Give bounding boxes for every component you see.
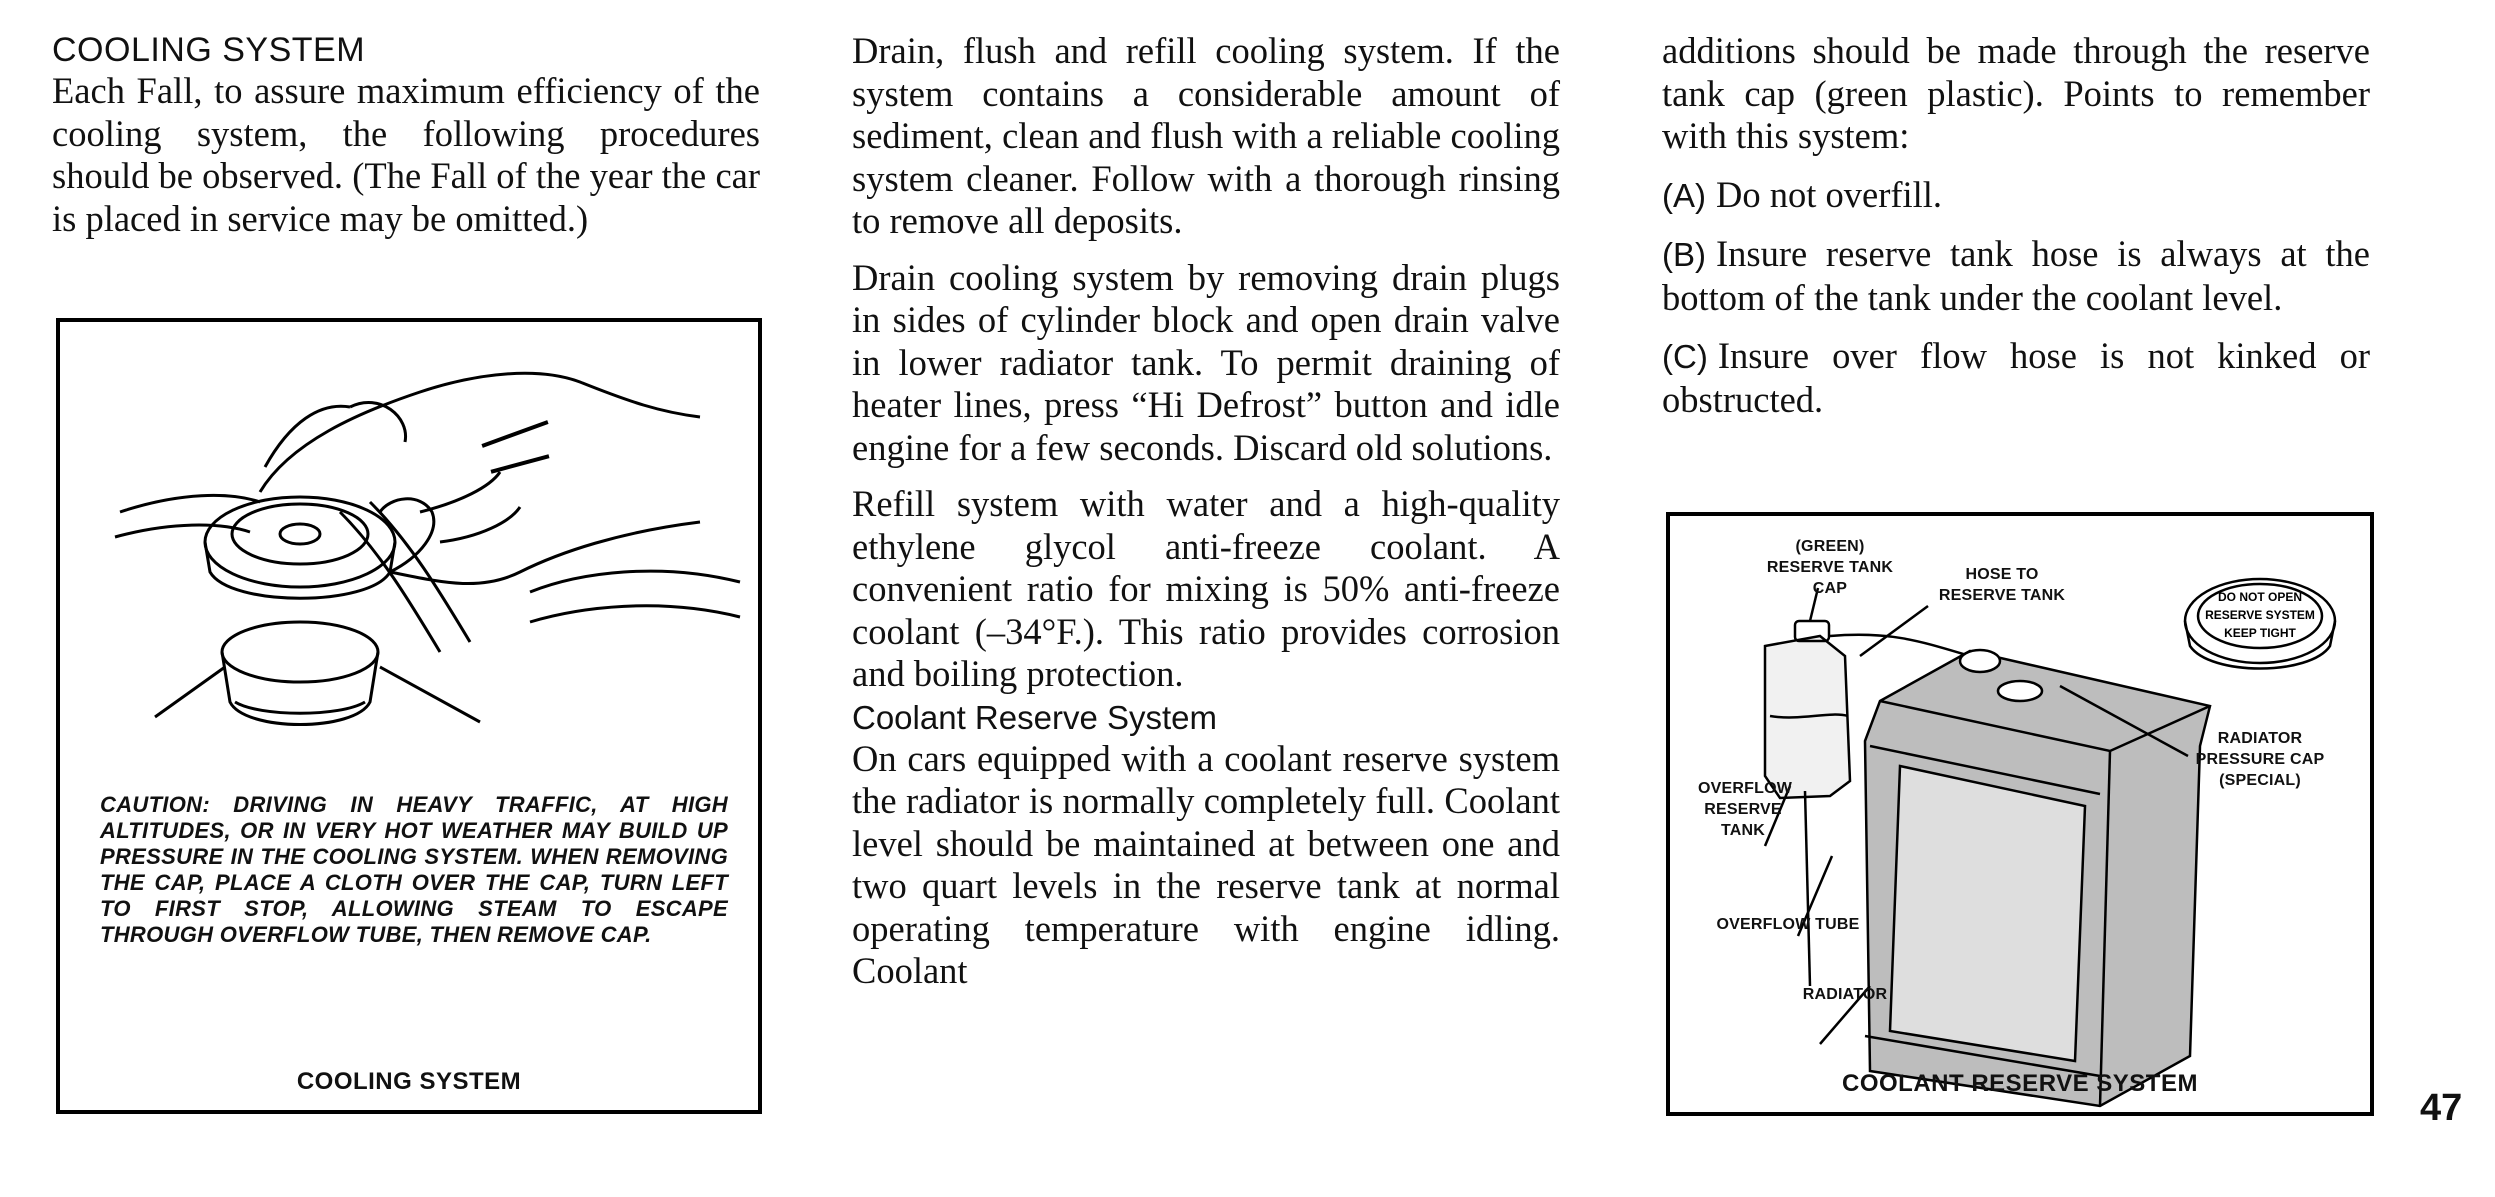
list-item xyxy=(1662,233,2370,319)
caution-note: CAUTION: DRIVING IN HEAVY TRAFFIC, AT HIGH ALTITUDES, OR IN VERY HOT WEATHER MAY BUILD UP PRESSURE IN THE COOLING SYSTEM. WHEN REMOVING THE CAP, PLACE A CLOTH OVER THE CAP, TURN LEFT TO FIRST STOP, ALLOWING STEAM TO ESCAPE THROUGH OVERFLOW TUBE, THEN REMOVE CAP. xyxy=(100,792,728,947)
label-hose-to-reserve-tank: HOSE TO RESERVE TANK xyxy=(1938,566,2066,604)
figure-caption: COOLING SYSTEM xyxy=(296,1068,522,1095)
drain-paragraph: Drain cooling system by removing drain plugs in sides of cylinder block and open drain valve in lower radiator tank. To permit draining of heater lines, press “Hi Defrost” button and idle engine for a few seconds. Discard old solutions. xyxy=(852,256,1560,468)
coolant-reserve-figure xyxy=(1666,512,2374,1116)
label-radiator: RADIATOR xyxy=(1802,986,1888,1003)
label-overflow-tube: OVERFLOW TUBE xyxy=(1716,916,1860,933)
column-3 xyxy=(1662,30,2370,437)
page-number: 47 xyxy=(2420,1087,2463,1129)
reserve-additions-paragraph: additions should be made through the reserve tank cap (green plastic). Points to remember with this system: xyxy=(1662,30,2370,156)
list-item-letter: (A) xyxy=(1662,176,1706,214)
label-green-reserve-tank-cap: (GREEN) RESERVE TANK CAP xyxy=(1766,538,1894,597)
label-overflow-reserve-tank: OVERFLOW RESERVE TANK xyxy=(1698,780,1793,839)
list-item-letter: (B) xyxy=(1662,236,1706,273)
cap-text-top: DO NOT OPEN xyxy=(2217,590,2303,604)
section-heading: COOLING SYSTEM xyxy=(52,31,366,69)
label-radiator-pressure-cap: RADIATOR PRESSURE CAP (SPECIAL) xyxy=(2195,730,2325,789)
hand-on-radiator-cap-illustration xyxy=(60,322,758,762)
coolant-reserve-paragraph: On cars equipped with a coolant reserve system the radiator is normally completely full. Coolant level should be maintained at between one and two quart levels in the reserve tank at normal operating temperature with engine idling. Coolant xyxy=(852,737,1560,991)
refill-paragraph: Refill system with water and a high-quality ethylene glycol anti-freeze coolant. A convenient ratio for mixing is 50% anti-freeze coolant (–34°F.). This ratio provides corrosion and boiling protection. xyxy=(852,483,1560,694)
column-2 xyxy=(852,30,1560,993)
drain-flush-paragraph: Drain, flush and refill cooling system. If the system contains a considerable amount of sediment, clean and flush with a reliable cooling system cleaner. Follow with a thorough rinsing to remove all deposits. xyxy=(852,30,1560,241)
list-item-letter: (C) xyxy=(1662,338,1708,375)
cap-text-mid: RESERVE SYSTEM xyxy=(2205,608,2315,622)
list-item xyxy=(1662,174,2370,218)
list-item-text: Insure over flow hose is not kinked or obstructed. xyxy=(1662,335,2370,420)
subheading-coolant-reserve: Coolant Reserve System xyxy=(852,698,1217,736)
column-1 xyxy=(52,30,760,240)
list-item xyxy=(1662,335,2370,421)
figure-caption: COOLANT RESERVE SYSTEM xyxy=(1842,1070,2198,1097)
intro-paragraph: Each Fall, to assure maximum efficiency of the cooling system, the following procedures should be observed. (The Fall of the year the car is placed in service may be omitted.) xyxy=(52,70,760,239)
list-item-text: Do not overfill. xyxy=(1716,173,1943,215)
cap-text-bot: KEEP TIGHT xyxy=(2224,626,2296,640)
cooling-system-figure xyxy=(56,318,762,1114)
list-item-text: Insure reserve tank hose is always at the bottom of the tank under the coolant level. xyxy=(1662,233,2370,318)
